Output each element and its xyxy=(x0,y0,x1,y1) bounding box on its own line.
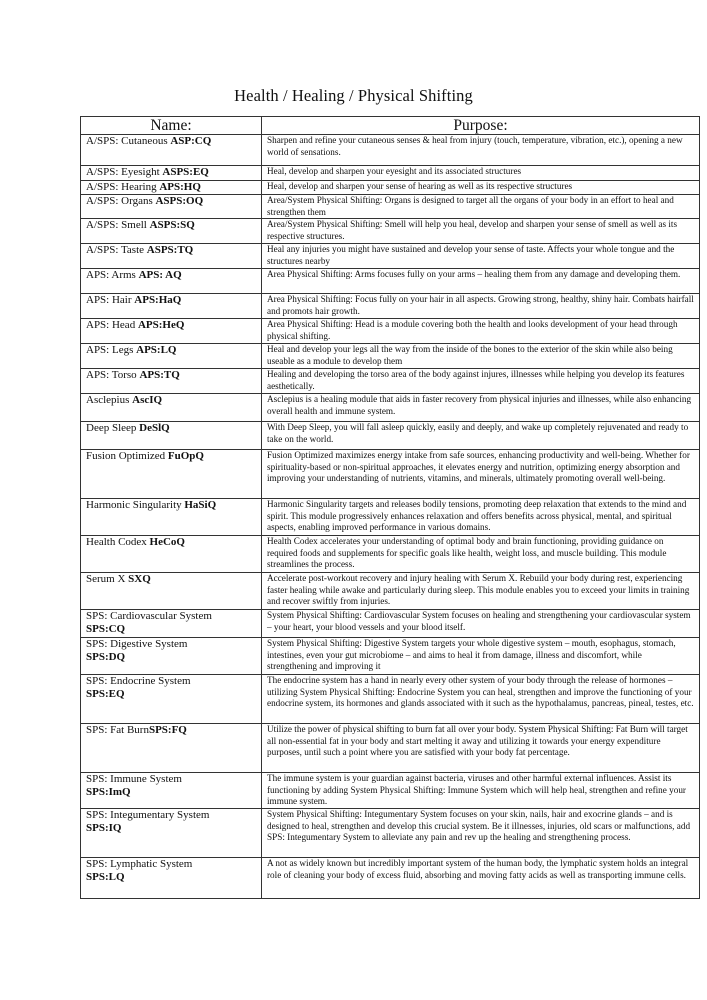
module-label: SPS: Lymphatic System xyxy=(86,858,193,871)
module-label: APS: Torso xyxy=(86,369,140,382)
module-purpose-cell: Accelerate post-workout recovery and injury healing with Serum X. Rebuild your body during rest, experiencing faster healing while awake and particularly during sleep. This module enables you to exceed your limits in training and recover swiftly from injuries. xyxy=(262,573,700,610)
module-name-cell xyxy=(81,724,262,773)
module-label: Fusion Optimized xyxy=(86,450,168,463)
module-purpose-cell: Area/System Physical Shifting: Smell will help you heal, develop and sharpen your sense of smell as well as its respective structures. xyxy=(262,219,700,244)
table-row xyxy=(81,809,700,858)
module-name-cell xyxy=(81,181,262,195)
module-code: SPS:DQ xyxy=(86,651,126,664)
table-row xyxy=(81,773,700,809)
module-code: APS:HeQ xyxy=(137,319,185,332)
module-purpose-cell: System Physical Shifting: Digestive System targets your whole digestive system – mouth, esophagus, stomach, intestines, even your gut microbiome – and aims to heal it from damage, illness and discomfort, while strengthening and improving it xyxy=(262,638,700,675)
table-row xyxy=(81,536,700,573)
table-row xyxy=(81,269,700,294)
module-code: SPS:CQ xyxy=(86,623,126,636)
table-row xyxy=(81,219,700,244)
module-name-cell xyxy=(81,294,262,319)
module-name-cell xyxy=(81,536,262,573)
module-name-cell xyxy=(81,319,262,344)
module-name-cell xyxy=(81,773,262,809)
module-code: APS:TQ xyxy=(139,369,180,382)
module-code: HeCoQ xyxy=(149,536,185,549)
module-label: SPS: Fat Burn xyxy=(86,724,149,737)
module-purpose-cell: Healing and developing the torso area of the body against injures, illnesses while helping you develop its features aesthetically. xyxy=(262,369,700,394)
module-label: APS: Legs xyxy=(86,344,137,357)
modules-table xyxy=(80,116,700,899)
module-label: SPS: Endocrine System xyxy=(86,675,191,688)
table-row xyxy=(81,450,700,499)
module-label: A/SPS: Cutaneous xyxy=(86,135,171,147)
module-code: ASPS:OQ xyxy=(155,195,204,207)
module-purpose-cell: Utilize the power of physical shifting to burn fat all over your body. System Physical Shifting: Fat Burn will target all non-essential fat in your body and start melting it away and utilizing it towards your energy expenditure purposes, until such a point where you are satisfied with your body fat percentage. xyxy=(262,724,700,773)
module-label: SPS: Integumentary System xyxy=(86,809,210,822)
table-row xyxy=(81,369,700,394)
module-purpose-cell: A not as widely known but incredibly important system of the human body, the lymphatic system holds an integral role of cleaning your body of excess fluid, absorbing and moving fatty acids as well as transporting immune cells. xyxy=(262,858,700,899)
module-purpose-cell: With Deep Sleep, you will fall asleep quickly, easily and deeply, and wake up completely rejuvenated and ready to take on the world. xyxy=(262,422,700,450)
module-purpose-cell: Health Codex accelerates your understanding of optimal body and brain functioning, providing guidance on required foods and supplements for specific goals like health, weight loss, and muscle building. This module streamlines the process. xyxy=(262,536,700,573)
module-purpose-cell: Heal, develop and sharpen your sense of hearing as well as its respective structures xyxy=(262,181,700,195)
table-row xyxy=(81,195,700,219)
module-purpose-cell: Heal and develop your legs all the way from the inside of the bones to the exterior of the skin while also being useable as a module to develop them xyxy=(262,344,700,369)
module-name-cell xyxy=(81,499,262,536)
module-name-cell xyxy=(81,858,262,899)
module-code: SPS:ImQ xyxy=(86,786,131,799)
module-code: SPS:IQ xyxy=(86,822,122,835)
module-label: APS: Arms xyxy=(86,269,139,282)
table-row xyxy=(81,573,700,610)
module-code: AscIQ xyxy=(132,394,163,407)
module-name-cell xyxy=(81,394,262,422)
module-code: APS:HaQ xyxy=(134,294,182,307)
module-code: FuOpQ xyxy=(167,450,204,463)
table-row xyxy=(81,422,700,450)
module-purpose-cell: System Physical Shifting: Integumentary System focuses on your skin, nails, hair and exocrine glands – and is designed to heal, strengthen and develop this crucial system. Be it illnesses, injuries, old scars or malfunctions, add SPS: Integumentary System to alleviate any pain and rev up the healing and strengthening process. xyxy=(262,809,700,858)
page-title: Health / Healing / Physical Shifting xyxy=(234,86,473,105)
module-label: APS: Hair xyxy=(86,294,135,307)
module-label: Harmonic Singularity xyxy=(86,499,185,512)
table-row xyxy=(81,319,700,344)
table-row xyxy=(81,638,700,675)
module-purpose-cell: Area/System Physical Shifting: Organs is designed to target all the organs of your body in an effort to heal and strengthen them xyxy=(262,195,700,219)
table-row xyxy=(81,181,700,195)
module-name-cell xyxy=(81,344,262,369)
module-purpose-cell: Area Physical Shifting: Arms focuses fully on your arms – healing them from any damage and developing them. xyxy=(262,269,700,294)
module-purpose-cell: Area Physical Shifting: Focus fully on your hair in all aspects. Growing strong, healthy, shiny hair. Combats hairfall and promots hair growth. xyxy=(262,294,700,319)
module-code: ASP:CQ xyxy=(170,135,212,147)
module-name-cell xyxy=(81,369,262,394)
module-purpose-cell: Fusion Optimized maximizes energy intake from safe sources, enhancing productivity and well-being. Whether for spirituality-based or non-spiritual approaches, it elevates energy and nutrition, optimizing energy absorption and improving your understanding of nutrients, vitamins, and minerals, ultimately promoting overall well-being. xyxy=(262,450,700,499)
table-row xyxy=(81,344,700,369)
module-purpose-cell: Heal any injuries you might have sustained and develop your sense of taste. Affects your whole tongue and the structures nearby xyxy=(262,244,700,269)
name-column-header: Name: xyxy=(81,117,262,135)
module-label: A/SPS: Taste xyxy=(86,244,147,257)
module-purpose-cell: Heal, develop and sharpen your eyesight and its associated structures xyxy=(262,166,700,181)
table-row xyxy=(81,499,700,536)
module-purpose-cell: Harmonic Singularity targets and releases bodily tensions, promoting deep relaxation that extends to the mind and spirit. This module progressively enhances relaxation and offers benefits across physical, mental, and spiritual aspects, enabling improved performance in various domains. xyxy=(262,499,700,536)
module-code: SPS:FQ xyxy=(148,724,187,737)
module-code: APS:HQ xyxy=(159,181,201,193)
module-name-cell xyxy=(81,219,262,244)
table-header-row xyxy=(81,117,700,135)
module-name-cell xyxy=(81,422,262,450)
module-name-cell xyxy=(81,675,262,724)
module-purpose-cell: The immune system is your guardian against bacteria, viruses and other harmful external influences. Assist its functioning by adding System Physical Shifting: Immune System which will help heal, strengthen and refine your immune system. xyxy=(262,773,700,809)
table-row xyxy=(81,135,700,166)
module-purpose-cell: Area Physical Shifting: Head is a module covering both the health and looks development of your head through physical shifting. xyxy=(262,319,700,344)
table-row xyxy=(81,858,700,899)
module-label: SPS: Cardiovascular System xyxy=(86,610,212,623)
module-label: APS: Head xyxy=(86,319,138,332)
module-name-cell xyxy=(81,610,262,638)
module-code: ASPS:TQ xyxy=(146,244,194,257)
table-row xyxy=(81,244,700,269)
module-name-cell xyxy=(81,573,262,610)
module-code: HaSiQ xyxy=(184,499,217,512)
module-name-cell xyxy=(81,135,262,166)
module-code: SPS:LQ xyxy=(86,871,125,884)
module-name-cell xyxy=(81,195,262,219)
module-code: APS:LQ xyxy=(136,344,177,357)
table-row xyxy=(81,294,700,319)
module-purpose-cell: System Physical Shifting: Cardiovascular System focuses on healing and strengthening your cardiovascular system – your heart, your blood vessels and your blood itself. xyxy=(262,610,700,638)
module-name-cell xyxy=(81,809,262,858)
module-label: A/SPS: Smell xyxy=(86,219,150,232)
table-row xyxy=(81,724,700,773)
module-code: ASPS:EQ xyxy=(162,166,209,178)
module-name-cell xyxy=(81,269,262,294)
module-label: A/SPS: Organs xyxy=(86,195,156,207)
purpose-column-header: Purpose: xyxy=(262,117,700,135)
module-label: SPS: Digestive System xyxy=(86,638,188,651)
module-purpose-cell: The endocrine system has a hand in nearly every other system of your body through the release of hormones – utilizing System Physical Shifting: Endocrine System you can heal, strengthen and improve the functioning of your endocrine system, its hormones and glands associated with it such as the hypothalamus, pancreas, pineal, testes, etc. xyxy=(262,675,700,724)
module-label: SPS: Immune System xyxy=(86,773,182,786)
module-name-cell xyxy=(81,638,262,675)
module-code: SXQ xyxy=(128,573,151,586)
module-name-cell xyxy=(81,244,262,269)
module-purpose-cell: Sharpen and refine your cutaneous senses & heal from injury (touch, temperature, vibration, etc.), opening a new world of sensations. xyxy=(262,135,700,166)
module-code: ASPS:SQ xyxy=(149,219,195,232)
module-label: Serum X xyxy=(86,573,129,586)
module-purpose-cell: Asclepius is a healing module that aids in faster recovery from physical injuries and illnesses, while also enhancing overall health and immune system. xyxy=(262,394,700,422)
module-code: APS: AQ xyxy=(138,269,182,282)
module-label: Deep Sleep xyxy=(86,422,140,435)
module-label: Health Codex xyxy=(86,536,150,549)
module-name-cell xyxy=(81,166,262,181)
table-row xyxy=(81,610,700,638)
table-row xyxy=(81,166,700,181)
module-label: Asclepius xyxy=(86,394,133,407)
table-row xyxy=(81,394,700,422)
module-code: DeSlQ xyxy=(139,422,170,435)
module-name-cell xyxy=(81,450,262,499)
module-code: SPS:EQ xyxy=(86,688,125,701)
module-label: A/SPS: Eyesight xyxy=(86,166,163,178)
module-label: A/SPS: Hearing xyxy=(86,181,160,193)
table-row xyxy=(81,675,700,724)
